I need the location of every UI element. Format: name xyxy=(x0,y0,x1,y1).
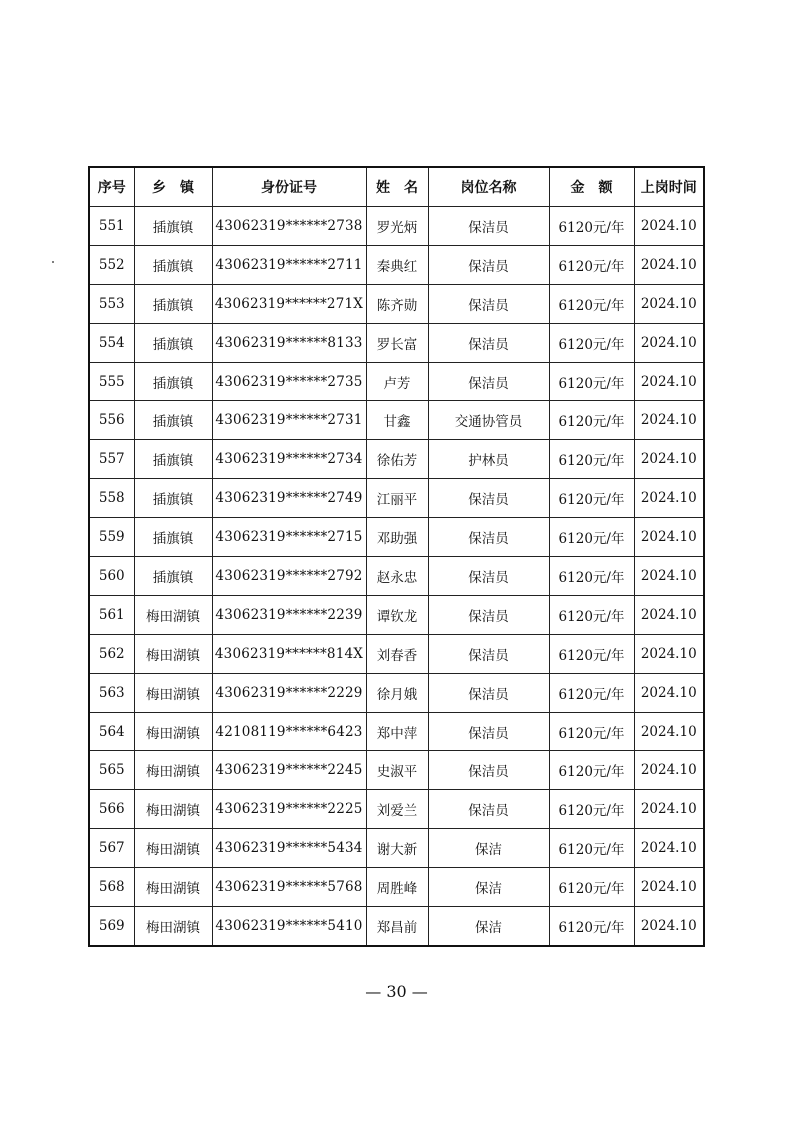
header-start-date: 上岗时间 xyxy=(634,167,704,207)
cell-township: 梅田湖镇 xyxy=(134,673,212,712)
cell-amount: 6120元/年 xyxy=(549,245,634,284)
cell-start-date: 2024.10 xyxy=(634,790,704,829)
cell-name: 秦典红 xyxy=(366,245,428,284)
table-row xyxy=(89,323,704,362)
cell-amount: 6120元/年 xyxy=(549,829,634,868)
cell-township: 梅田湖镇 xyxy=(134,751,212,790)
cell-township: 梅田湖镇 xyxy=(134,907,212,946)
cell-serial: 567 xyxy=(89,829,134,868)
cell-name: 罗长富 xyxy=(366,323,428,362)
table-row xyxy=(89,751,704,790)
cell-position: 保洁员 xyxy=(428,751,549,790)
cell-start-date: 2024.10 xyxy=(634,868,704,907)
header-name: 姓 名 xyxy=(366,167,428,207)
cell-name: 卢芳 xyxy=(366,362,428,401)
cell-township: 插旗镇 xyxy=(134,207,212,246)
cell-position: 保洁员 xyxy=(428,673,549,712)
table-row xyxy=(89,868,704,907)
cell-township: 插旗镇 xyxy=(134,440,212,479)
cell-id-number: 43062319******2749 xyxy=(212,479,366,518)
table-row xyxy=(89,557,704,596)
cell-name: 史淑平 xyxy=(366,751,428,790)
cell-township: 插旗镇 xyxy=(134,362,212,401)
table-header xyxy=(89,167,704,207)
cell-township: 插旗镇 xyxy=(134,401,212,440)
cell-serial: 556 xyxy=(89,401,134,440)
cell-id-number: 43062319******271X xyxy=(212,284,366,323)
cell-serial: 564 xyxy=(89,712,134,751)
cell-serial: 569 xyxy=(89,907,134,946)
table-row xyxy=(89,440,704,479)
cell-id-number: 43062319******2245 xyxy=(212,751,366,790)
cell-name: 周胜峰 xyxy=(366,868,428,907)
cell-amount: 6120元/年 xyxy=(549,595,634,634)
cell-start-date: 2024.10 xyxy=(634,712,704,751)
cell-name: 陈齐勋 xyxy=(366,284,428,323)
cell-start-date: 2024.10 xyxy=(634,479,704,518)
scan-speck xyxy=(52,261,54,263)
cell-start-date: 2024.10 xyxy=(634,751,704,790)
cell-name: 谭钦龙 xyxy=(366,595,428,634)
cell-amount: 6120元/年 xyxy=(549,673,634,712)
cell-name: 徐月娥 xyxy=(366,673,428,712)
table-row xyxy=(89,712,704,751)
cell-id-number: 43062319******2738 xyxy=(212,207,366,246)
cell-position: 保洁员 xyxy=(428,207,549,246)
cell-position: 保洁员 xyxy=(428,634,549,673)
cell-name: 赵永忠 xyxy=(366,557,428,596)
cell-amount: 6120元/年 xyxy=(549,712,634,751)
table-row xyxy=(89,595,704,634)
cell-name: 甘鑫 xyxy=(366,401,428,440)
table-row xyxy=(89,401,704,440)
table-row xyxy=(89,518,704,557)
cell-position: 保洁员 xyxy=(428,518,549,557)
cell-serial: 554 xyxy=(89,323,134,362)
cell-name: 徐佑芳 xyxy=(366,440,428,479)
cell-township: 梅田湖镇 xyxy=(134,595,212,634)
cell-amount: 6120元/年 xyxy=(549,518,634,557)
cell-id-number: 43062319******2225 xyxy=(212,790,366,829)
cell-township: 插旗镇 xyxy=(134,323,212,362)
cell-name: 江丽平 xyxy=(366,479,428,518)
cell-township: 梅田湖镇 xyxy=(134,634,212,673)
cell-township: 梅田湖镇 xyxy=(134,829,212,868)
cell-id-number: 43062319******5410 xyxy=(212,907,366,946)
cell-position: 保洁员 xyxy=(428,245,549,284)
cell-id-number: 43062319******2734 xyxy=(212,440,366,479)
cell-township: 梅田湖镇 xyxy=(134,790,212,829)
cell-name: 刘爱兰 xyxy=(366,790,428,829)
cell-serial: 557 xyxy=(89,440,134,479)
cell-serial: 566 xyxy=(89,790,134,829)
table-row xyxy=(89,245,704,284)
table-row xyxy=(89,907,704,946)
table-row xyxy=(89,362,704,401)
header-township: 乡 镇 xyxy=(134,167,212,207)
cell-township: 插旗镇 xyxy=(134,245,212,284)
table-row xyxy=(89,284,704,323)
cell-position: 保洁员 xyxy=(428,790,549,829)
cell-serial: 565 xyxy=(89,751,134,790)
cell-id-number: 43062319******2715 xyxy=(212,518,366,557)
cell-name: 郑中萍 xyxy=(366,712,428,751)
cell-id-number: 43062319******2239 xyxy=(212,595,366,634)
cell-position: 保洁员 xyxy=(428,362,549,401)
cell-position: 保洁员 xyxy=(428,712,549,751)
cell-amount: 6120元/年 xyxy=(549,634,634,673)
cell-serial: 559 xyxy=(89,518,134,557)
cell-serial: 561 xyxy=(89,595,134,634)
cell-amount: 6120元/年 xyxy=(549,557,634,596)
table-body xyxy=(89,207,704,946)
cell-amount: 6120元/年 xyxy=(549,440,634,479)
cell-amount: 6120元/年 xyxy=(549,284,634,323)
cell-serial: 552 xyxy=(89,245,134,284)
cell-township: 梅田湖镇 xyxy=(134,868,212,907)
cell-amount: 6120元/年 xyxy=(549,323,634,362)
cell-name: 罗光炳 xyxy=(366,207,428,246)
cell-name: 谢大新 xyxy=(366,829,428,868)
cell-start-date: 2024.10 xyxy=(634,323,704,362)
header-id-number: 身份证号 xyxy=(212,167,366,207)
cell-id-number: 43062319******2711 xyxy=(212,245,366,284)
cell-start-date: 2024.10 xyxy=(634,557,704,596)
cell-start-date: 2024.10 xyxy=(634,362,704,401)
cell-township: 梅田湖镇 xyxy=(134,712,212,751)
cell-amount: 6120元/年 xyxy=(549,907,634,946)
cell-start-date: 2024.10 xyxy=(634,518,704,557)
cell-serial: 562 xyxy=(89,634,134,673)
table-row xyxy=(89,829,704,868)
cell-township: 插旗镇 xyxy=(134,284,212,323)
cell-start-date: 2024.10 xyxy=(634,595,704,634)
cell-start-date: 2024.10 xyxy=(634,907,704,946)
cell-start-date: 2024.10 xyxy=(634,673,704,712)
cell-amount: 6120元/年 xyxy=(549,479,634,518)
cell-serial: 558 xyxy=(89,479,134,518)
cell-amount: 6120元/年 xyxy=(549,751,634,790)
cell-township: 插旗镇 xyxy=(134,557,212,596)
cell-id-number: 43062319******814X xyxy=(212,634,366,673)
cell-position: 保洁员 xyxy=(428,284,549,323)
cell-township: 插旗镇 xyxy=(134,518,212,557)
cell-start-date: 2024.10 xyxy=(634,634,704,673)
cell-start-date: 2024.10 xyxy=(634,440,704,479)
cell-id-number: 43062319******2229 xyxy=(212,673,366,712)
cell-id-number: 43062319******5768 xyxy=(212,868,366,907)
cell-amount: 6120元/年 xyxy=(549,401,634,440)
roster-table xyxy=(88,166,705,947)
cell-serial: 553 xyxy=(89,284,134,323)
cell-name: 郑昌前 xyxy=(366,907,428,946)
header-row xyxy=(89,167,704,207)
cell-start-date: 2024.10 xyxy=(634,829,704,868)
cell-position: 保洁员 xyxy=(428,595,549,634)
cell-start-date: 2024.10 xyxy=(634,245,704,284)
cell-amount: 6120元/年 xyxy=(549,868,634,907)
cell-position: 保洁 xyxy=(428,868,549,907)
cell-position: 保洁 xyxy=(428,907,549,946)
cell-id-number: 42108119******6423 xyxy=(212,712,366,751)
cell-start-date: 2024.10 xyxy=(634,284,704,323)
cell-serial: 568 xyxy=(89,868,134,907)
cell-name: 刘春香 xyxy=(366,634,428,673)
cell-position: 保洁员 xyxy=(428,479,549,518)
cell-township: 插旗镇 xyxy=(134,479,212,518)
cell-serial: 560 xyxy=(89,557,134,596)
cell-serial: 555 xyxy=(89,362,134,401)
cell-start-date: 2024.10 xyxy=(634,401,704,440)
cell-name: 邓助强 xyxy=(366,518,428,557)
cell-amount: 6120元/年 xyxy=(549,790,634,829)
cell-position: 交通协管员 xyxy=(428,401,549,440)
cell-start-date: 2024.10 xyxy=(634,207,704,246)
header-amount: 金 额 xyxy=(549,167,634,207)
cell-position: 保洁 xyxy=(428,829,549,868)
cell-id-number: 43062319******2792 xyxy=(212,557,366,596)
table-row xyxy=(89,790,704,829)
page-number: — 30 — xyxy=(365,982,428,1001)
cell-amount: 6120元/年 xyxy=(549,207,634,246)
cell-id-number: 43062319******2731 xyxy=(212,401,366,440)
table-row xyxy=(89,207,704,246)
cell-serial: 551 xyxy=(89,207,134,246)
cell-position: 护林员 xyxy=(428,440,549,479)
cell-id-number: 43062319******5434 xyxy=(212,829,366,868)
cell-position: 保洁员 xyxy=(428,323,549,362)
cell-id-number: 43062319******8133 xyxy=(212,323,366,362)
table-row xyxy=(89,673,704,712)
header-serial: 序号 xyxy=(89,167,134,207)
cell-position: 保洁员 xyxy=(428,557,549,596)
table-row xyxy=(89,479,704,518)
cell-amount: 6120元/年 xyxy=(549,362,634,401)
header-position: 岗位名称 xyxy=(428,167,549,207)
table-row xyxy=(89,634,704,673)
cell-id-number: 43062319******2735 xyxy=(212,362,366,401)
cell-serial: 563 xyxy=(89,673,134,712)
